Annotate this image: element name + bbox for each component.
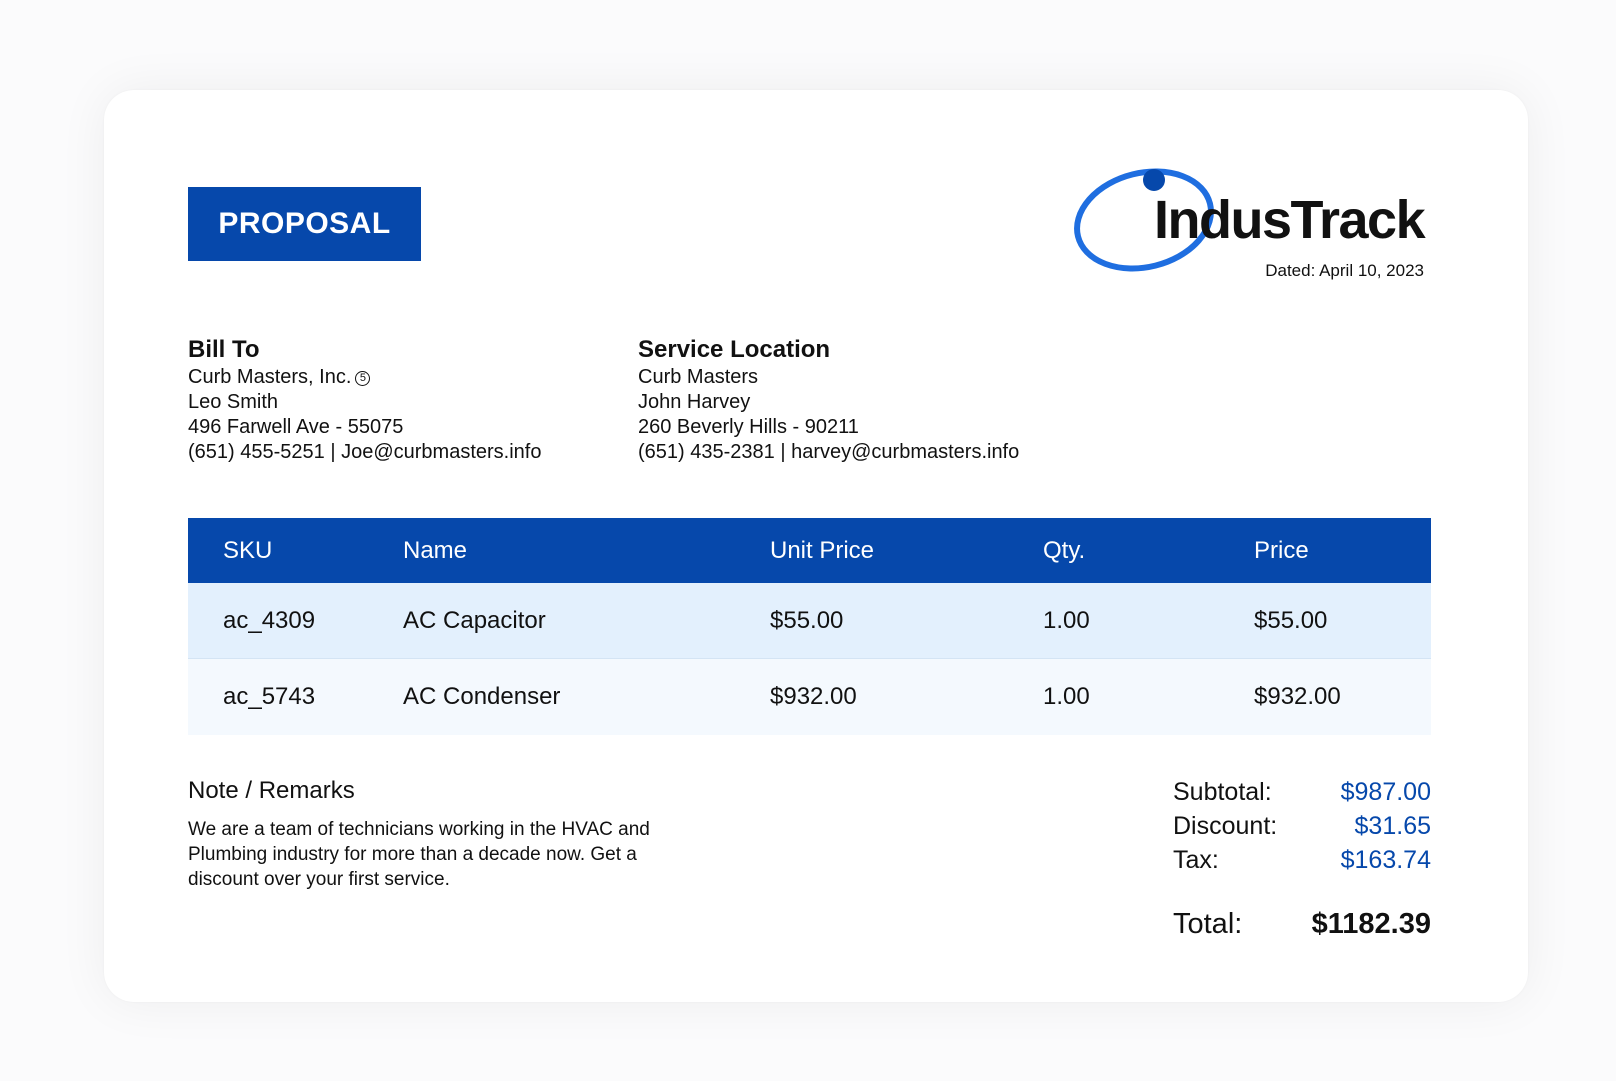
table-row — [188, 583, 1431, 659]
total-value: $1182.39 — [1311, 908, 1431, 940]
cell-price: $932.00 — [1254, 683, 1341, 710]
subtotal-label: Subtotal: — [1173, 778, 1272, 806]
notes-heading: Note / Remarks — [188, 777, 355, 804]
service-location-company: Curb Masters — [638, 366, 759, 388]
total-label: Total: — [1173, 908, 1243, 940]
bill-to-block — [188, 336, 541, 465]
header-unit-price: Unit Price — [770, 536, 875, 564]
cell-qty: 1.00 — [1043, 606, 1090, 634]
discount-label: Discount: — [1173, 812, 1278, 840]
header-name: Name — [403, 536, 468, 564]
bill-to-company-line — [188, 365, 541, 390]
cell-unit-price: $55.00 — [770, 606, 844, 634]
subtotal-row — [1173, 778, 1431, 812]
discount-value: $31.65 — [1354, 812, 1431, 840]
cell-unit-price: $932.00 — [770, 683, 857, 710]
table-header — [188, 518, 1431, 583]
tax-value: $163.74 — [1340, 846, 1431, 874]
notes-body: We are a team of technicians working in the HVAC and Plumbing industry for more than a decade now. Get a discount over your first service. — [188, 819, 650, 890]
service-location-contact: John Harvey — [638, 391, 751, 413]
bill-to-company: Curb Masters, Inc. — [188, 366, 352, 388]
discount-row — [1173, 812, 1431, 846]
subtotal-value: $987.00 — [1340, 778, 1431, 806]
bill-to-phone-email: (651) 455-5251 | Joe@curbmasters.info — [188, 441, 542, 463]
service-location-address: 260 Beverly Hills - 90211 — [638, 416, 859, 438]
bill-to-contact: Leo Smith — [188, 391, 279, 413]
tax-row — [1173, 846, 1431, 880]
bill-to-address: 496 Farwell Ave - 55075 — [188, 416, 404, 438]
dated-text: Dated: April 10, 2023 — [1265, 261, 1424, 280]
service-location-phone-email: (651) 435-2381 | harvey@curbmasters.info — [638, 441, 1020, 463]
service-location-block — [638, 336, 1019, 465]
proposal-badge-label: PROPOSAL — [218, 207, 391, 240]
header-sku: SKU — [223, 536, 273, 564]
cell-name: AC Condenser — [403, 683, 561, 710]
cell-name: AC Capacitor — [403, 606, 546, 634]
header-price: Price — [1254, 536, 1309, 564]
tax-label: Tax: — [1173, 846, 1219, 874]
cell-sku: ac_4309 — [223, 606, 316, 634]
header-qty: Qty. — [1043, 536, 1086, 564]
proposal-badge — [188, 187, 421, 261]
cell-qty: 1.00 — [1043, 683, 1090, 710]
totals-section — [1173, 778, 1431, 942]
proposal-card — [104, 90, 1528, 1002]
registered-mark-icon: 5 — [355, 371, 370, 386]
bill-to-heading: Bill To — [188, 336, 260, 363]
logo-text: IndusTrack — [1154, 190, 1425, 250]
table-row — [188, 659, 1431, 735]
total-row — [1173, 908, 1431, 942]
line-items-table — [188, 518, 1431, 735]
cell-price: $55.00 — [1254, 606, 1328, 634]
notes-section — [188, 777, 708, 892]
service-location-heading: Service Location — [638, 336, 831, 363]
cell-sku: ac_5743 — [223, 683, 316, 710]
